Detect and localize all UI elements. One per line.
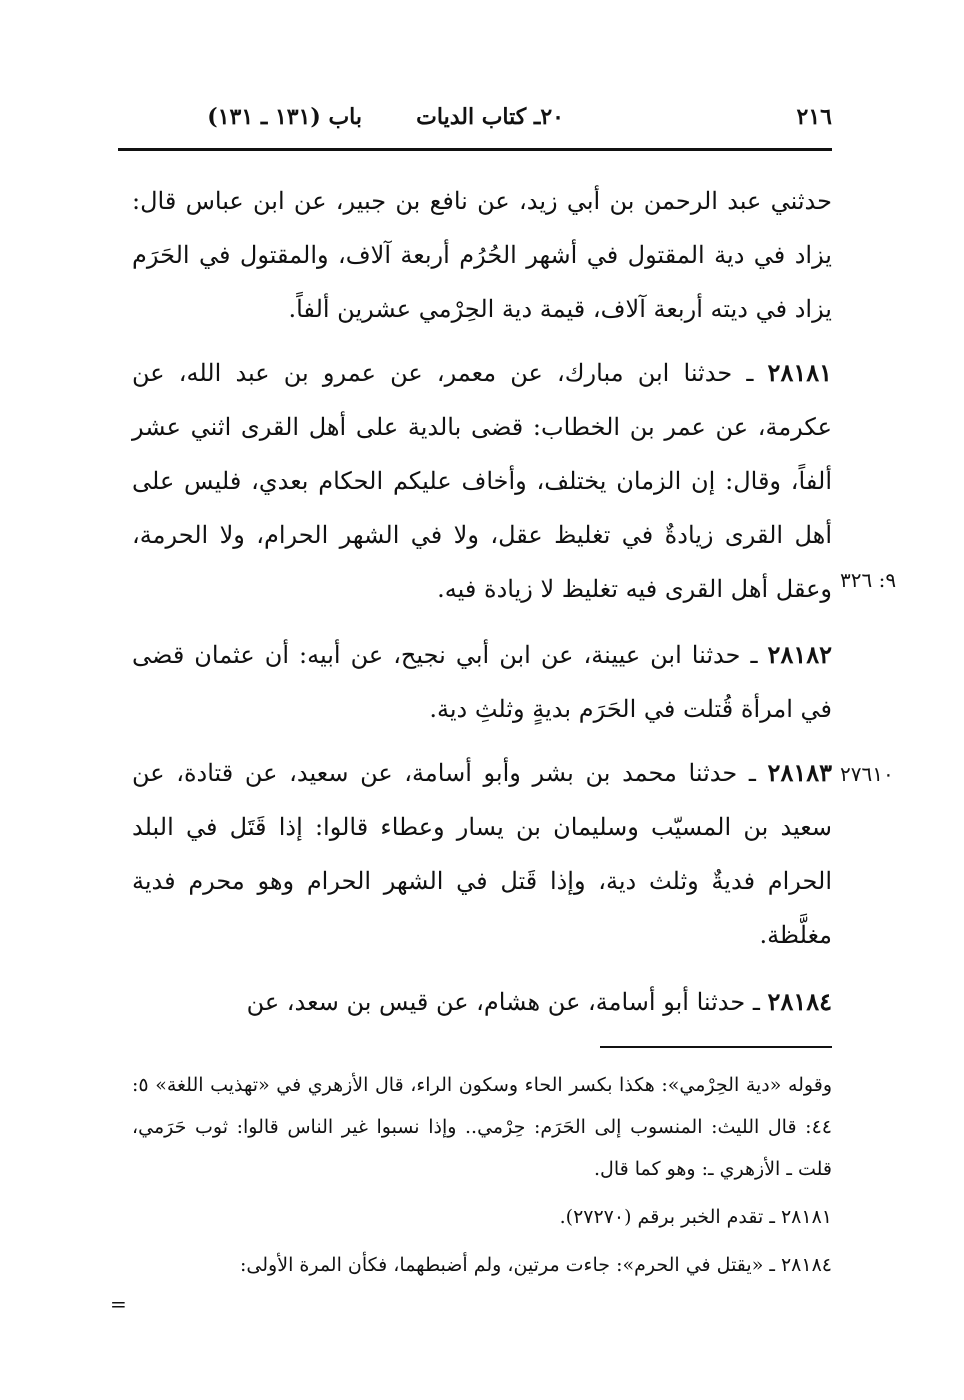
book-title: ٢٠ـ كتاب الديات bbox=[416, 104, 564, 130]
hadith-28184 bbox=[132, 975, 832, 1029]
footnote: ٢٨١٨١ ـ تقدم الخبر برقم (٢٧٢٧٠). bbox=[559, 1206, 832, 1228]
paragraph-text: حدثني عبد الرحمن بن أبي زيد، عن نافع بن جبير، عن ابن عباس قال: يزاد في دية المقتول في أشهر الحُرُم أربعة آلاف، والمقتول في الحَرَم يزاد في ديته أربعة آلاف، قيمة دية الحِرْمي عشرين ألفاً. bbox=[132, 187, 832, 323]
footnote: وقوله «دية الحِرْمي»: هكذا بكسر الحاء وسكون الراء، قال الأزهري في «تهذيب اللغة» ٥: ٤٤: قال الليث: المنسوب إلى الحَرَم: حِرْمي.. وإذا نسبوا غير الناس قالوا: ثوب حَرَمي، قلت ـ الأزهري ـ: وهو كما قال. bbox=[132, 1074, 832, 1180]
footnote: ٢٨١٨٤ ـ «يقتل في الحرم»: جاءت مرتين، ولم أضبطهما، فكأن المرة الأولى: bbox=[240, 1254, 832, 1276]
paragraph-continuation bbox=[132, 174, 832, 336]
hadith-number: ٢٨١٨٢ bbox=[767, 640, 832, 669]
continuation-mark: = bbox=[110, 1292, 127, 1316]
hadith-number: ٢٨١٨٣ bbox=[767, 758, 832, 787]
hadith-text: ـ حدثنا محمد بن بشر وأبو أسامة، عن سعيد، عن قتادة، عن سعيد بن المسيّب وسليمان بن يسار وعطاء قالوا: إذا قَتَل في البلد الحرام فديةٌ وثلث دية، وإذا قَتل في الشهر الحرام وهو محرم فدية مغلَّظة. bbox=[132, 759, 832, 949]
hadith-number: ٢٨١٨٤ bbox=[767, 987, 832, 1016]
chapter-heading: باب (١٣١ ـ ١٣١) bbox=[207, 104, 362, 130]
footnotes bbox=[132, 1064, 832, 1286]
hadith-28181 bbox=[132, 346, 832, 616]
hadith-text: ـ حدثنا ابن عيينة، عن ابن أبي نجيح، عن أبيه: أن عثمان قضى في امرأة قُتلت في الحَرَم بديةٍ وثلثِ دية. bbox=[132, 641, 832, 723]
margin-reference: ٢٧٦١٠ bbox=[840, 762, 894, 786]
hadith-number: ٢٨١٨١ bbox=[767, 358, 832, 387]
hadith-text: ـ حدثنا أبو أسامة، عن هشام، عن قيس بن سعد، عن bbox=[246, 988, 760, 1016]
hadith-text: ـ حدثنا ابن مبارك، عن معمر، عن عمرو بن عبد الله، عن عكرمة، عن عمر بن الخطاب: قضى بالدية على أهل القرى اثني عشر ألفاً، وقال: إن الزمان يختلف، وأخاف عليكم الحكام بعدي، فليس على أهل القرى زيادةٌ في تغليظ عقل، ولا في الشهر الحرام، ولا الحرمة، وعقل أهل القرى فيه تغليظ لا زيادة فيه. bbox=[132, 359, 832, 603]
footnote-rule bbox=[600, 1046, 832, 1048]
margin-reference: ٩: ٣٢٦ bbox=[840, 568, 897, 592]
page-number: ٢١٦ bbox=[796, 104, 832, 130]
header-rule bbox=[118, 148, 832, 151]
hadith-28182 bbox=[132, 628, 832, 736]
running-header bbox=[118, 100, 832, 140]
hadith-28183 bbox=[132, 746, 832, 962]
